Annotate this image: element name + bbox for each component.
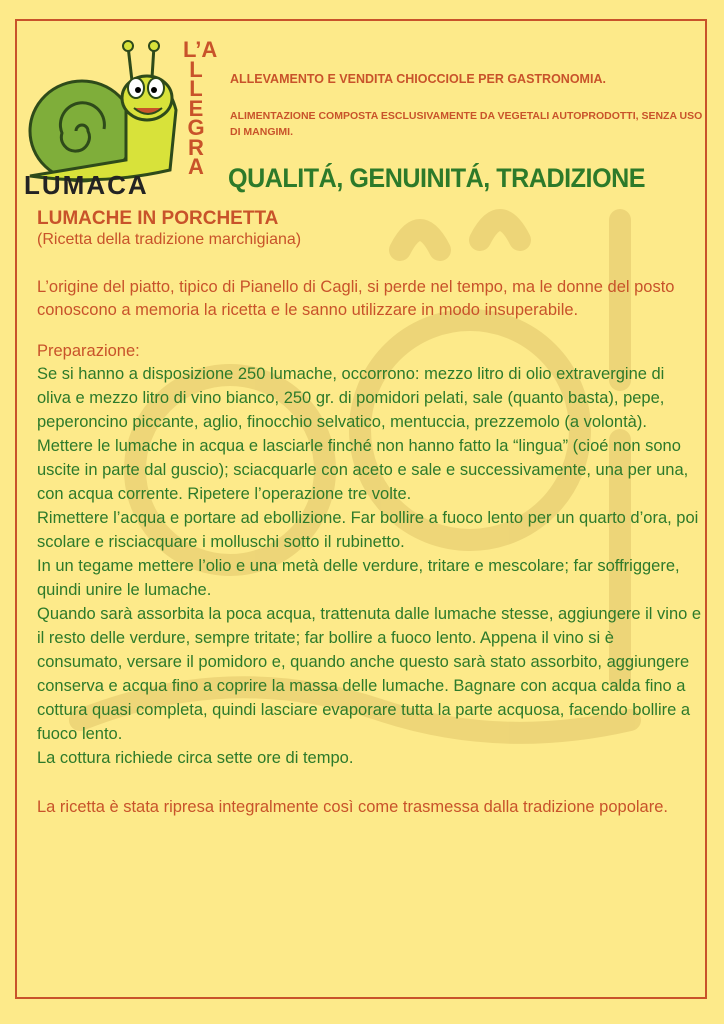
- preparation-paragraph: In un tegame mettere l’olio e una metà delle verdure, tritare e mescolare; far soffriggere, quindi unire le lumache.: [37, 557, 680, 599]
- preparation-paragraph: Quando sarà assorbita la poca acqua, trattenuta dalle lumache stesse, aggiungere il vino e il resto delle verdure, sempre tritate; far bollire a fuoco lento. Appena il vino si è consumato, versare il pomidoro e, quando anche questo sarà stato assorbito, aggiungere conserva e acqua fino a coprire la massa delle lumache. Bagnare con acqua calda fino a cottura quasi completa, quindi lasciare evaporare tutta la parte acquosa, facendo bollire a fuoco lento.: [37, 605, 702, 743]
- recipe-intro: L’origine del piatto, tipico di Pianello di Cagli, si perde nel tempo, ma le donne del posto conoscono a memoria la ricetta e le sanno utilizzare in modo insuperabile.: [37, 278, 675, 319]
- preparation-paragraph: Mettere le lumache in acqua e lasciarle finché non hanno fatto la “lingua” (cioé non sono uscite in parte dal guscio); sciacquarle con aceto e sale e successivamente, una per una, con acqua corrente. Ripetere l’operazione tre volte.: [37, 437, 689, 503]
- tagline-feeding: ALIMENTAZIONE COMPOSTA ESCLUSIVAMENTE DA VEGETALI AUTOPRODOTTI, SENZA USO DI MANGIMI.: [230, 110, 703, 138]
- recipe-title: LUMACHE IN PORCHETTA: [37, 208, 279, 229]
- recipe-subtitle: (Ricetta della tradizione marchigiana): [37, 231, 302, 248]
- preparation-text: [37, 362, 702, 770]
- preparation-paragraph: La cottura richiede circa sette ore di tempo.: [37, 749, 354, 767]
- preparation-paragraph: Se si hanno a disposizione 250 lumache, occorrono: mezzo litro di olio extravergine di oliva e mezzo litro di vino bianco, 250 gr. di pomidori pelati, sale (quanto basta), pepe, peperoncino piccante, aglio, finocchio selvatico, mentuccia, prezzemolo (a volontà).: [37, 365, 665, 431]
- preparation-heading: Preparazione:: [37, 342, 140, 360]
- recipe-content: [37, 208, 702, 819]
- logo-word: LUMACA: [24, 170, 149, 200]
- preparation-paragraph: Rimettere l’acqua e portare ad ebollizione. Far bollire a fuoco lento per un quarto d’ora, poi scolare e risciacquare i molluschi sotto il rubinetto.: [37, 509, 699, 551]
- tagline-breeding: ALLEVAMENTO E VENDITA CHIOCCIOLE PER GASTRONOMIA.: [230, 72, 606, 86]
- logo-vertical-text: L’ALLEGRA: [183, 37, 218, 179]
- slogan: QUALITÁ, GENUINITÁ, TRADIZIONE: [228, 163, 646, 193]
- recipe-footer: La ricetta è stata ripresa integralmente così come trasmessa dalla tradizione popolare.: [37, 798, 668, 816]
